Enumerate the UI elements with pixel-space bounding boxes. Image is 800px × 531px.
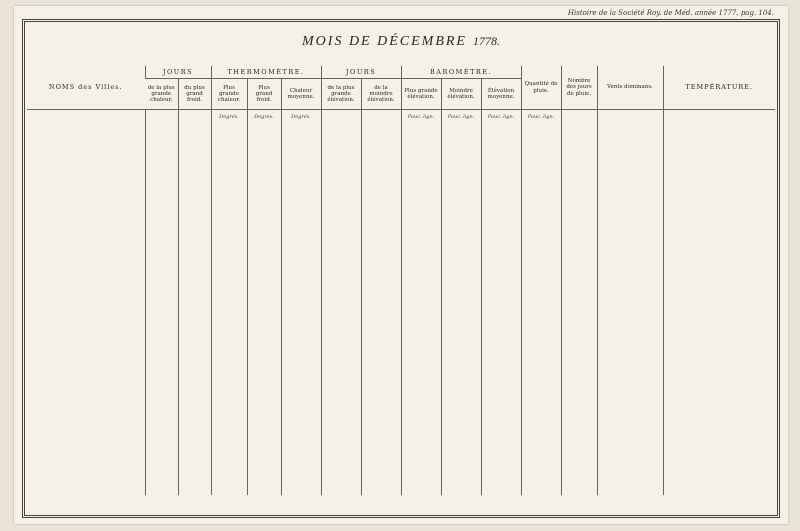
header-sub: Plus grande chaleur.	[211, 79, 247, 110]
header-jours-2: JOURS	[321, 66, 401, 79]
unit-label: Degrés.	[211, 110, 247, 125]
header-sub: Plus grand froid.	[247, 79, 281, 110]
header-sub: Élévation moyenne.	[481, 79, 521, 110]
unit-label: Pouc. lign.	[481, 110, 521, 125]
header-sub: de la moindre élévation.	[361, 79, 401, 110]
header-thermometre: THERMOMÈTRE.	[211, 66, 321, 79]
header-sub: Plus grande élévation.	[401, 79, 441, 110]
units-row	[27, 110, 775, 125]
unit-label: Degrés.	[281, 110, 321, 125]
running-head: Histoire de la Société Roy. de Méd. année 1777, pag. 104.	[567, 9, 774, 17]
header-sub: Moindre élévation.	[441, 79, 481, 110]
unit-label: Degrés.	[247, 110, 281, 125]
table-body	[27, 124, 775, 495]
weather-table	[27, 66, 775, 495]
header-jours: JOURS	[145, 66, 211, 79]
header-sub: de la plus grande chaleur.	[145, 79, 178, 110]
page-title	[25, 34, 777, 50]
table-row	[27, 489, 775, 495]
header-vents: Vents dominans.	[597, 66, 663, 110]
header-nombre: Nombre des jours de pluie.	[561, 66, 597, 110]
unit-label: Pouc. lign.	[521, 110, 561, 125]
unit-label: Pouc. lign.	[441, 110, 481, 125]
title-text: MOIS DE DÉCEMBRE	[302, 34, 467, 49]
header-temperature: TEMPÉRATURE.	[663, 66, 775, 110]
header-sub: de la plus grande élévation.	[321, 79, 361, 110]
unit-label: Pouc. lign.	[401, 110, 441, 125]
header-quantite: Quantité de pluie.	[521, 66, 561, 110]
header-barometre: BAROMÈTRE.	[401, 66, 521, 79]
header-sub: Chaleur moyenne.	[281, 79, 321, 110]
header-sub: du plus grand froid.	[178, 79, 211, 110]
header-noms: NOMS des Villes.	[27, 66, 145, 110]
table-frame	[22, 19, 780, 518]
document-page	[14, 6, 788, 524]
title-year: 1778.	[472, 34, 500, 48]
